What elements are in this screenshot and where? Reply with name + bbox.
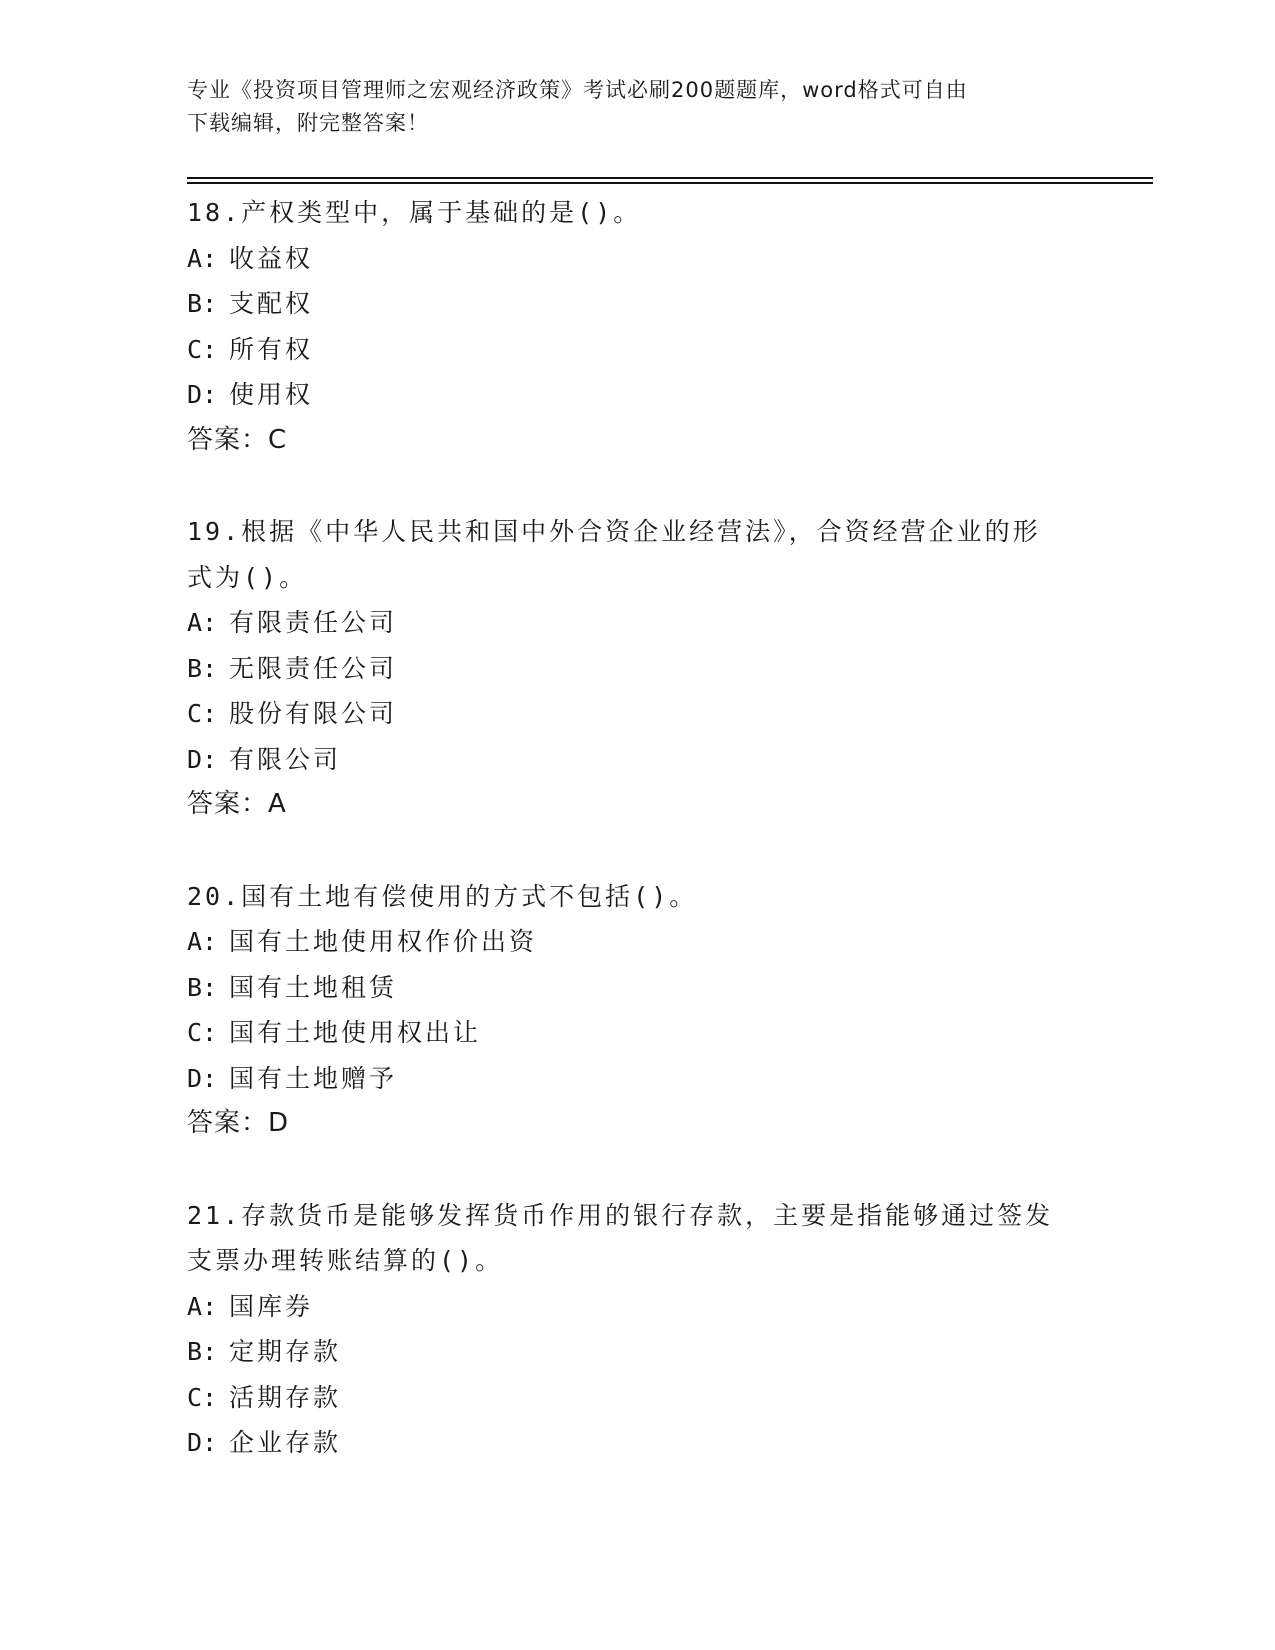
answer-option xyxy=(187,372,1087,418)
question-block xyxy=(187,190,1087,463)
answer-option xyxy=(187,1375,1087,1421)
question-stem: 21.存款货币是能够发挥货币作用的银行存款，主要是指能够通过签发 xyxy=(187,1200,1054,1230)
option-label: D: xyxy=(187,1063,218,1093)
option-label: D: xyxy=(187,744,218,774)
question-spacer xyxy=(187,828,1087,874)
option-label: A: xyxy=(187,243,218,273)
option-text: 无限责任公司 xyxy=(229,653,398,683)
answer-option xyxy=(187,1284,1087,1330)
document-header xyxy=(187,74,1067,140)
question-stem: 式为()。 xyxy=(187,562,308,592)
answer-option xyxy=(187,965,1087,1011)
question-spacer xyxy=(187,1147,1087,1193)
answer-option xyxy=(187,281,1087,327)
question-spacer xyxy=(187,463,1087,509)
answer-option xyxy=(187,1420,1087,1466)
option-text: 国库券 xyxy=(229,1291,314,1321)
option-label: C: xyxy=(187,1018,218,1047)
question-block xyxy=(187,1193,1087,1466)
option-label: D: xyxy=(187,380,218,409)
answer-option xyxy=(187,1056,1087,1102)
answer-option xyxy=(187,600,1087,646)
answer-line: 答案：C xyxy=(187,424,288,455)
option-label: B: xyxy=(187,972,218,1002)
answer-option xyxy=(187,737,1087,783)
option-label: B: xyxy=(187,653,218,683)
header-line-2: 下载编辑，附完整答案！ xyxy=(187,111,429,135)
option-label: D: xyxy=(187,1428,218,1457)
option-text: 使用权 xyxy=(229,380,314,409)
option-label: C: xyxy=(187,699,218,728)
option-text: 股份有限公司 xyxy=(229,699,398,728)
answer-line: 答案：A xyxy=(187,789,287,819)
header-divider-top xyxy=(187,177,1153,179)
question-block xyxy=(187,509,1087,828)
option-label: C: xyxy=(187,1382,218,1412)
answer-option xyxy=(187,691,1087,737)
option-label: C: xyxy=(187,334,218,364)
answer-option xyxy=(187,327,1087,373)
option-text: 国有土地赠予 xyxy=(229,1063,398,1093)
option-label: B: xyxy=(187,289,218,318)
option-text: 国有土地租赁 xyxy=(229,972,398,1002)
question-list xyxy=(187,190,1087,1466)
option-text: 有限责任公司 xyxy=(229,608,398,637)
question-block xyxy=(187,874,1087,1147)
answer-option xyxy=(187,236,1087,282)
answer-option xyxy=(187,646,1087,692)
option-label: A: xyxy=(187,1291,218,1321)
option-label: A: xyxy=(187,927,218,956)
question-stem: 18.产权类型中，属于基础的是()。 xyxy=(187,198,642,227)
question-stem: 支票办理转账结算的()。 xyxy=(187,1246,504,1275)
option-text: 支配权 xyxy=(229,289,314,318)
option-text: 国有土地使用权出让 xyxy=(229,1018,482,1047)
option-text: 企业存款 xyxy=(229,1428,342,1457)
question-stem: 19.根据《中华人民共和国中外合资企业经营法》，合资经营企业的形 xyxy=(187,517,1041,546)
answer-option xyxy=(187,1329,1087,1375)
option-text: 收益权 xyxy=(229,243,314,273)
answer-line: 答案：D xyxy=(187,1108,290,1138)
option-text: 国有土地使用权作价出资 xyxy=(229,927,538,956)
option-text: 活期存款 xyxy=(229,1382,342,1412)
option-label: B: xyxy=(187,1337,218,1366)
option-text: 有限公司 xyxy=(229,744,342,774)
question-stem: 20.国有土地有偿使用的方式不包括()。 xyxy=(187,881,698,911)
header-divider-bottom xyxy=(187,182,1153,184)
option-text: 所有权 xyxy=(229,334,314,364)
answer-option xyxy=(187,919,1087,965)
header-line-1: 专业《投资项目管理师之宏观经济政策》考试必刷200题题库，word格式可自由 xyxy=(187,78,968,102)
answer-option xyxy=(187,1010,1087,1056)
option-text: 定期存款 xyxy=(229,1337,342,1366)
option-label: A: xyxy=(187,608,218,637)
